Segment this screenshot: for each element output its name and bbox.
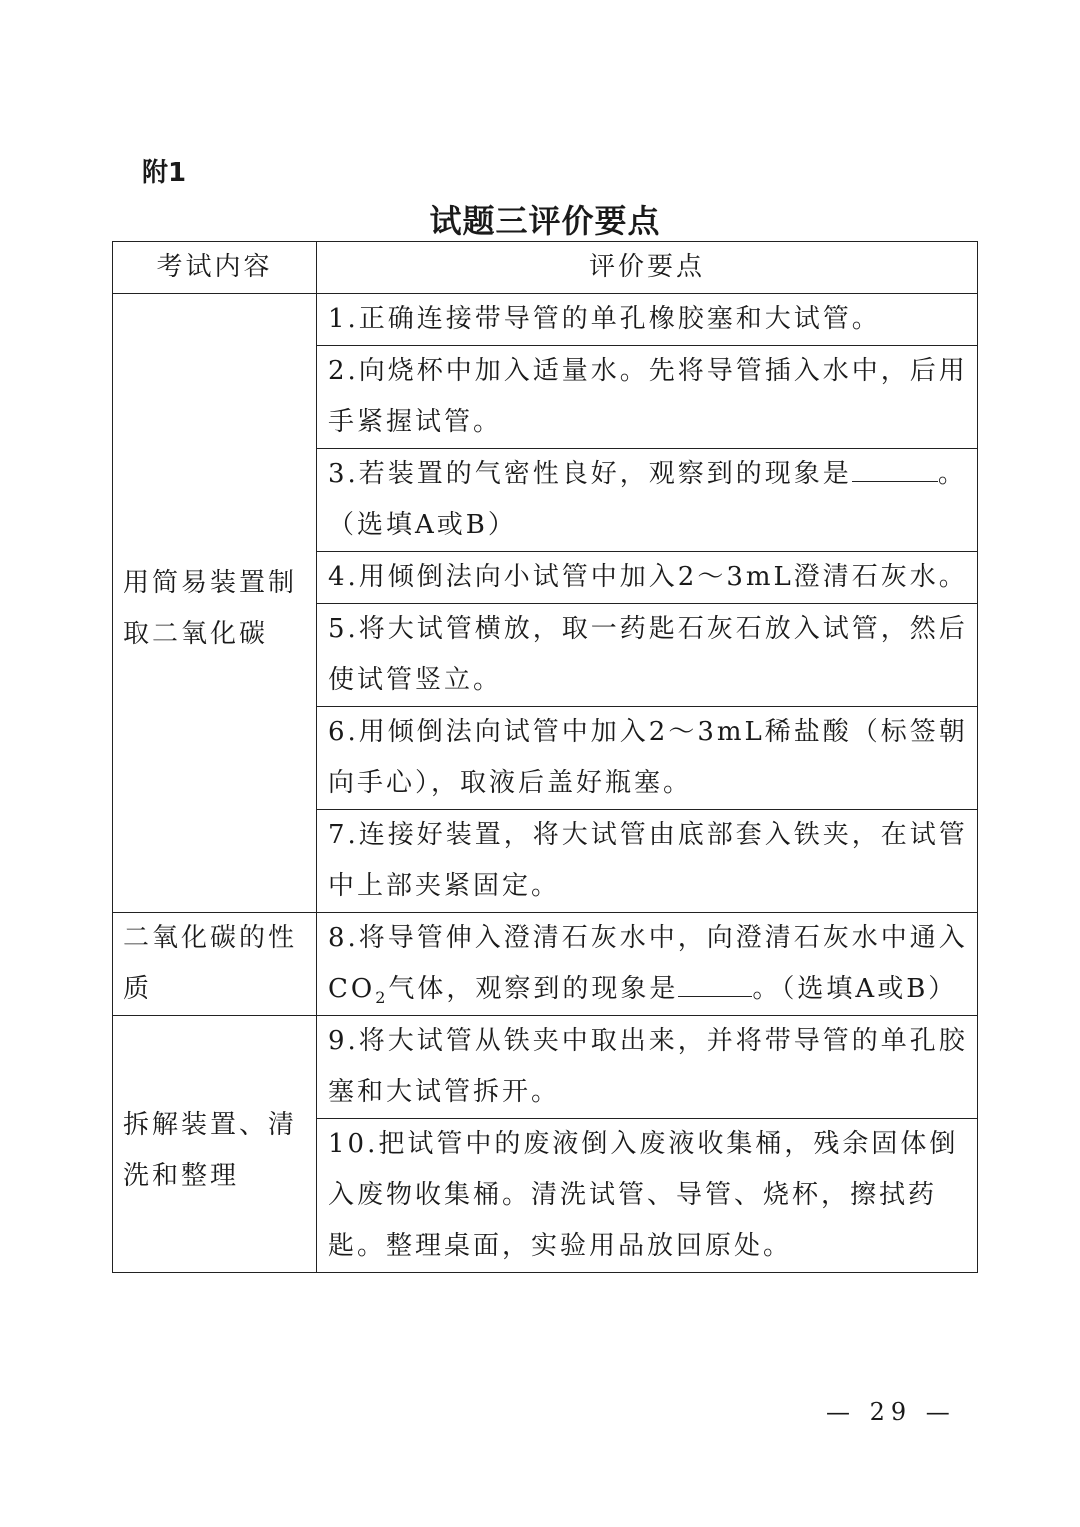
item-cell: 6.用倾倒法向试管中加入2～3mL稀盐酸（标签朝向手心），取液后盖好瓶塞。 [317,707,978,810]
item-cell: 9.将大试管从铁夹中取出来，并将带导管的单孔胶塞和大试管拆开。 [317,1016,978,1119]
answer-blank [678,964,752,997]
item-text-suffix: 。（选填A或B） [328,459,967,540]
item-cell: 2.向烧杯中加入适量水。先将导管插入水中，后用手紧握试管。 [317,346,978,449]
item-text: 8.将导管伸入澄清石灰水中，向澄清石灰水中通入 [328,923,968,953]
answer-blank [852,449,938,482]
item-cell: 5.将大试管横放，取一药匙石灰石放入试管，然后使试管竖立。 [317,604,978,707]
table-header-row [113,242,978,294]
page-title: 试题三评价要点 [429,202,661,240]
formula-subscript: 2 [375,988,389,1008]
table-row [113,1016,978,1119]
table-row [113,913,978,1016]
category-cell [113,294,317,913]
item-cell [317,449,978,552]
item-cell: 7.连接好装置，将大试管由底部套入铁夹，在试管中上部夹紧固定。 [317,810,978,913]
category-cell [113,913,317,1016]
item-cell [317,913,978,1016]
item-cell: 4.用倾倒法向小试管中加入2～3mL澄清石灰水。 [317,552,978,604]
category-label: 二氧化碳的性质 [123,923,298,1004]
category-label: 用简易装置制取二氧化碳 [123,568,298,649]
header-exam-content: 考试内容 [113,242,317,294]
item-cell: 10.把试管中的废液倒入废液收集桶，残余固体倒入废物收集桶。清洗试管、导管、烧杯，擦拭药匙。整理桌面，实验用品放回原处。 [317,1119,978,1273]
evaluation-table [112,241,978,1273]
item-cell: 1.正确连接带导管的单孔橡胶塞和大试管。 [317,294,978,346]
category-label: 拆解装置、清洗和整理 [123,1110,298,1191]
item-text: 气体，观察到的现象是 [388,974,679,1004]
item-text-suffix: 。（选填A或B） [752,974,958,1004]
category-cell [113,1016,317,1273]
item-text: 3.若装置的气密性良好，观察到的现象是 [328,459,852,489]
header-evaluation-points: 评价要点 [317,242,978,294]
formula-co: CO [328,974,376,1004]
page-number: — 29 — [826,1398,956,1426]
annex-label: 附1 [142,158,187,188]
table-row [113,294,978,346]
